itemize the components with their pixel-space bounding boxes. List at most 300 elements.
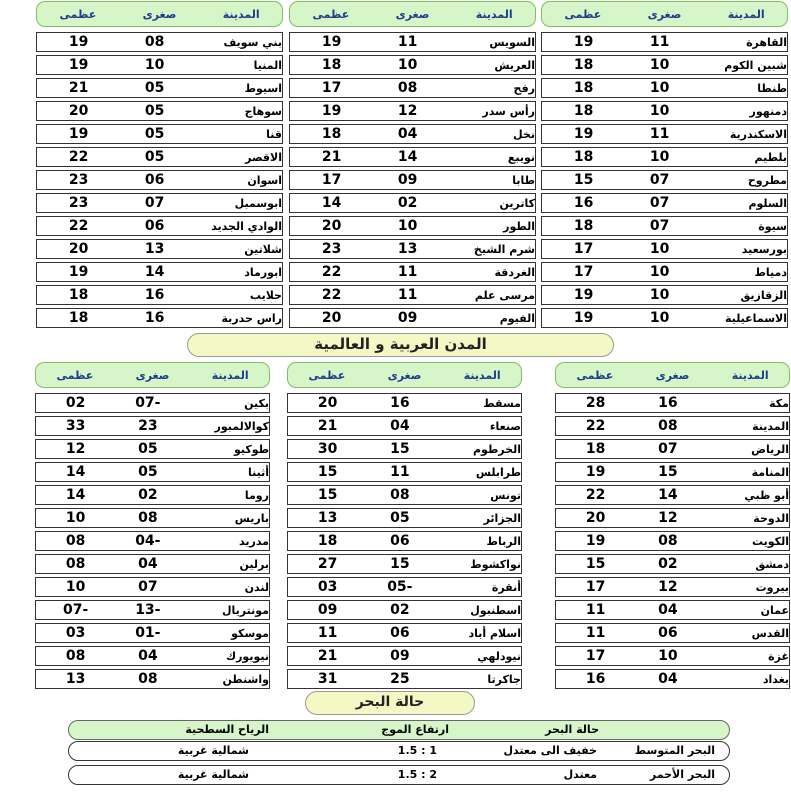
sea-name: البحر المتوسط xyxy=(634,744,715,757)
cell-min: 11 xyxy=(397,264,418,280)
cell-city: كوالالمبور xyxy=(214,419,269,433)
cell-max: 13 xyxy=(317,510,338,526)
cell-city: المدينة xyxy=(752,419,789,433)
table-row xyxy=(289,285,536,305)
cell-city: دمياط xyxy=(754,265,787,279)
cell-max: 10 xyxy=(65,510,86,526)
table-row xyxy=(289,170,536,190)
cell-min: 07 xyxy=(144,195,165,211)
cell-city: مرسى علم xyxy=(474,288,535,302)
table-row xyxy=(287,416,522,436)
cell-city: راس حدربة xyxy=(221,311,282,325)
cell-min: 08 xyxy=(658,418,678,434)
cell-max: 19 xyxy=(573,34,594,50)
cell-city: نخل xyxy=(513,127,535,141)
cell-max: 18 xyxy=(573,218,594,234)
cell-min: 09 xyxy=(397,310,418,326)
cell-max: 08 xyxy=(65,533,86,549)
table-row xyxy=(289,101,536,121)
cell-city: الرباط xyxy=(486,534,521,548)
cell-max: 23 xyxy=(321,241,342,257)
table-row xyxy=(36,55,283,75)
table-row xyxy=(541,308,788,328)
cell-min: 10 xyxy=(649,149,670,165)
cell-max: 18 xyxy=(573,103,594,119)
cell-min: 11 xyxy=(390,464,410,480)
table-row xyxy=(555,416,790,436)
table-row xyxy=(287,393,522,413)
cell-city: القدس xyxy=(751,626,789,640)
cell-min: 14 xyxy=(144,264,165,280)
cell-min: 23 xyxy=(138,418,158,434)
cell-city: اسيوط xyxy=(244,81,282,95)
table-header xyxy=(555,362,790,388)
cell-max: 03 xyxy=(317,579,338,595)
cell-min: 05 xyxy=(144,103,165,119)
table-row xyxy=(289,55,536,75)
cell-min: 10 xyxy=(397,218,418,234)
cell-city: رفح xyxy=(513,81,535,95)
cell-city: بيروت xyxy=(755,580,789,594)
table-row xyxy=(287,554,522,574)
cell-min: 16 xyxy=(658,395,678,411)
cell-city: صنعاء xyxy=(489,419,521,433)
cell-min: 07 xyxy=(649,218,670,234)
header-max: عظمى xyxy=(56,368,94,382)
cell-city: طوكيو xyxy=(233,442,269,456)
table-header xyxy=(289,1,536,27)
table-row xyxy=(555,393,790,413)
header-max: عظمى xyxy=(312,7,350,21)
cell-city: السلوم xyxy=(748,196,787,210)
table-row xyxy=(555,485,790,505)
cell-max: 18 xyxy=(317,533,338,549)
world-panel xyxy=(35,362,270,689)
cell-city: اسطنبول xyxy=(470,603,521,617)
table-row xyxy=(555,508,790,528)
cell-max: 31 xyxy=(317,671,338,687)
cell-city: طرابلس xyxy=(475,465,521,479)
cell-max: 22 xyxy=(321,287,342,303)
cell-city: العريش xyxy=(494,58,535,72)
cell-city: الوادي الجديد xyxy=(211,219,282,233)
table-row xyxy=(541,32,788,52)
cell-max: 10 xyxy=(65,579,86,595)
table-row xyxy=(287,600,522,620)
cell-min: 11 xyxy=(649,34,670,50)
cell-city: السويس xyxy=(489,35,535,49)
table-row xyxy=(541,239,788,259)
cell-min: 11 xyxy=(397,287,418,303)
header-city: المدينة xyxy=(211,368,249,382)
cell-max: 11 xyxy=(585,602,606,618)
cell-city: المنيا xyxy=(253,58,282,72)
cell-max: 13 xyxy=(65,671,86,687)
cell-min: 25 xyxy=(390,671,410,687)
cell-max: 18 xyxy=(321,126,342,142)
cell-max: 14 xyxy=(65,464,86,480)
cell-min: 16 xyxy=(144,310,165,326)
cell-max: 20 xyxy=(585,510,606,526)
cell-min: 10 xyxy=(649,264,670,280)
cell-max: 17 xyxy=(321,80,342,96)
cell-max: 21 xyxy=(321,149,342,165)
cell-max: 03 xyxy=(65,625,86,641)
table-row xyxy=(289,239,536,259)
table-row xyxy=(35,646,270,666)
cell-min: 10 xyxy=(649,80,670,96)
sea-state: معتدل xyxy=(563,768,597,781)
header-min: صغرى xyxy=(395,7,430,21)
header-max: عظمى xyxy=(564,7,602,21)
cell-city: طابا xyxy=(512,173,535,187)
cell-max: 17 xyxy=(321,172,342,188)
cell-max: 19 xyxy=(68,126,89,142)
cell-max: 16 xyxy=(585,671,606,687)
cell-max: 19 xyxy=(68,264,89,280)
table-row xyxy=(555,439,790,459)
cell-min: 13- xyxy=(135,602,161,618)
table-row xyxy=(289,124,536,144)
cell-city: مدريد xyxy=(239,534,269,548)
table-row xyxy=(287,508,522,528)
cell-min: 04 xyxy=(138,556,158,572)
table-row xyxy=(555,646,790,666)
table-row xyxy=(287,531,522,551)
cell-min: 06 xyxy=(390,625,410,641)
cell-min: 02 xyxy=(138,487,158,503)
table-row xyxy=(541,101,788,121)
cell-city: عمان xyxy=(760,603,789,617)
cell-max: 15 xyxy=(585,556,606,572)
cell-max: 12 xyxy=(65,441,86,457)
cell-min: 05 xyxy=(144,149,165,165)
cell-max: 20 xyxy=(321,310,342,326)
table-row xyxy=(541,124,788,144)
egypt-panel xyxy=(289,1,536,328)
cell-max: 22 xyxy=(585,418,606,434)
world-panel xyxy=(287,362,522,689)
table-row xyxy=(541,262,788,282)
cell-city: جاكرتا xyxy=(487,672,521,686)
table-row xyxy=(289,78,536,98)
cell-min: 06 xyxy=(390,533,410,549)
table-row xyxy=(555,623,790,643)
cell-min: 12 xyxy=(658,579,678,595)
sea-wind: شمالية غربية xyxy=(177,768,249,781)
table-row xyxy=(289,308,536,328)
table-row xyxy=(287,669,522,689)
cell-max: 18 xyxy=(585,441,606,457)
sea-row xyxy=(68,765,730,785)
cell-max: 08 xyxy=(65,648,86,664)
cell-city: شلاتين xyxy=(244,242,282,256)
table-row xyxy=(289,147,536,167)
header-max: عظمى xyxy=(576,368,614,382)
table-row xyxy=(541,147,788,167)
table-row xyxy=(36,308,283,328)
sea-name: البحر الأحمر xyxy=(649,768,715,781)
cell-min: 02 xyxy=(390,602,410,618)
header-max: عظمى xyxy=(59,7,97,21)
cell-max: 18 xyxy=(573,149,594,165)
cell-max: 02 xyxy=(65,395,86,411)
cell-max: 19 xyxy=(573,126,594,142)
cell-city: القاهرة xyxy=(746,35,787,49)
cell-max: 18 xyxy=(573,57,594,73)
cell-city: الكويت xyxy=(752,534,789,548)
cell-min: 04 xyxy=(138,648,158,664)
table-row xyxy=(36,124,283,144)
cell-city: المنامة xyxy=(751,465,789,479)
table-row xyxy=(287,462,522,482)
table-row xyxy=(541,285,788,305)
cell-min: 02 xyxy=(658,556,678,572)
cell-city: الطور xyxy=(503,219,535,233)
cell-min: 16 xyxy=(390,395,410,411)
table-row xyxy=(35,600,270,620)
table-row xyxy=(541,55,788,75)
cell-min: 13 xyxy=(144,241,165,257)
cell-min: 09 xyxy=(390,648,410,664)
cell-max: 18 xyxy=(68,310,89,326)
cell-city: نويبع xyxy=(507,150,535,164)
cell-max: 23 xyxy=(68,195,89,211)
cell-city: بلطيم xyxy=(754,150,787,164)
table-row xyxy=(35,623,270,643)
cell-min: 06 xyxy=(144,218,165,234)
cell-max: 08 xyxy=(65,556,86,572)
cell-min: 14 xyxy=(658,487,678,503)
sea-wind: شمالية غربية xyxy=(177,744,249,757)
cell-city: نيودلهي xyxy=(477,649,521,663)
cell-max: 22 xyxy=(68,218,89,234)
cell-city: رأس سدر xyxy=(482,104,535,118)
table-row xyxy=(289,262,536,282)
cell-max: 14 xyxy=(321,195,342,211)
cell-min: 10 xyxy=(144,57,165,73)
cell-max: 33 xyxy=(65,418,86,434)
cell-min: 08 xyxy=(658,533,678,549)
sea-header-wind: الرياح السطحية xyxy=(185,723,269,736)
cell-max: 21 xyxy=(68,80,89,96)
cell-max: 20 xyxy=(321,218,342,234)
table-row xyxy=(36,32,283,52)
cell-max: 11 xyxy=(317,625,338,641)
cell-city: حلايب xyxy=(249,288,282,302)
cell-min: 04- xyxy=(135,533,161,549)
cell-city: بورسعيد xyxy=(741,242,787,256)
cell-max: 20 xyxy=(68,103,89,119)
cell-max: 19 xyxy=(573,287,594,303)
cell-min: 05- xyxy=(387,579,413,595)
cell-max: 19 xyxy=(573,310,594,326)
cell-max: 07- xyxy=(62,602,89,618)
sea-header-state: حالة البحر xyxy=(545,723,599,736)
cell-min: 05 xyxy=(390,510,410,526)
header-city: المدينة xyxy=(727,7,765,21)
cell-max: 09 xyxy=(317,602,338,618)
cell-min: 04 xyxy=(390,418,410,434)
cell-min: 11 xyxy=(649,126,670,142)
cell-min: 16 xyxy=(144,287,165,303)
cell-max: 22 xyxy=(585,487,606,503)
table-row xyxy=(555,669,790,689)
header-min: صغرى xyxy=(387,368,422,382)
cell-max: 19 xyxy=(585,533,606,549)
header-min: صغرى xyxy=(647,7,682,21)
cell-city: أنقرة xyxy=(491,580,521,594)
cell-min: 13 xyxy=(397,241,418,257)
cell-min: 12 xyxy=(397,103,418,119)
cell-min: 10 xyxy=(397,57,418,73)
cell-city: سيوة xyxy=(758,219,787,233)
sea-state: خفيف الى معتدل xyxy=(503,744,597,757)
cell-city: شبين الكوم xyxy=(724,58,787,72)
cell-min: 08 xyxy=(138,510,158,526)
cell-max: 15 xyxy=(317,464,338,480)
cell-max: 19 xyxy=(68,57,89,73)
cell-max: 19 xyxy=(68,34,89,50)
cell-city: مونتريال xyxy=(222,603,269,617)
cell-min: 10 xyxy=(658,648,678,664)
cell-min: 10 xyxy=(649,241,670,257)
cell-city: كاترين xyxy=(499,196,535,210)
cell-max: 21 xyxy=(317,648,338,664)
header-city: المدينة xyxy=(463,368,501,382)
egypt-panel xyxy=(541,1,788,328)
cell-min: 11 xyxy=(397,34,418,50)
cell-city: الدوحة xyxy=(753,511,789,525)
table-row xyxy=(555,600,790,620)
cell-city: طنطا xyxy=(757,81,787,95)
cell-max: 22 xyxy=(68,149,89,165)
table-row xyxy=(35,462,270,482)
cell-max: 11 xyxy=(585,625,606,641)
cell-min: 08 xyxy=(397,80,418,96)
cell-min: 07 xyxy=(138,579,158,595)
cell-city: الخرطوم xyxy=(472,442,521,456)
cell-city: سوهاج xyxy=(244,104,282,118)
cell-min: 05 xyxy=(138,441,158,457)
cell-max: 17 xyxy=(573,264,594,280)
cell-city: مطروح xyxy=(747,173,787,187)
cell-min: 08 xyxy=(138,671,158,687)
cell-city: الرياض xyxy=(751,442,789,456)
cell-city: مكة xyxy=(769,396,789,410)
cell-city: نيويورك xyxy=(226,649,269,663)
header-city: المدينة xyxy=(731,368,769,382)
cell-city: نواكشوط xyxy=(470,557,521,571)
table-row xyxy=(555,554,790,574)
cell-city: اسوان xyxy=(247,173,282,187)
cell-city: غزة xyxy=(768,649,789,663)
cell-city: روما xyxy=(244,488,269,502)
cell-min: 10 xyxy=(649,287,670,303)
egypt-panel xyxy=(36,1,283,328)
header-min: صغرى xyxy=(142,7,177,21)
cell-city: ابورماد xyxy=(244,265,282,279)
cell-city: موسكو xyxy=(231,626,269,640)
table-row xyxy=(36,216,283,236)
cell-min: 10 xyxy=(649,103,670,119)
table-row xyxy=(541,216,788,236)
table-row xyxy=(289,32,536,52)
cell-min: 08 xyxy=(144,34,165,50)
cell-city: أبو ظبي xyxy=(744,488,789,502)
cell-city: ابوسمبل xyxy=(234,196,282,210)
header-city: المدينة xyxy=(222,7,260,21)
table-row xyxy=(555,531,790,551)
header-city: المدينة xyxy=(475,7,513,21)
cell-city: بني سويف xyxy=(223,35,282,49)
cell-min: 10 xyxy=(649,310,670,326)
table-row xyxy=(289,216,536,236)
cell-min: 06 xyxy=(144,172,165,188)
table-row xyxy=(287,577,522,597)
cell-max: 28 xyxy=(585,395,606,411)
table-row xyxy=(36,170,283,190)
sea-state-header xyxy=(68,720,730,740)
table-header xyxy=(287,362,522,388)
cell-max: 27 xyxy=(317,556,338,572)
table-header xyxy=(541,1,788,27)
cell-max: 22 xyxy=(321,264,342,280)
table-row xyxy=(35,485,270,505)
cell-max: 18 xyxy=(321,57,342,73)
table-row xyxy=(287,646,522,666)
cell-city: الاقصر xyxy=(245,150,282,164)
table-row xyxy=(35,508,270,528)
sea-row xyxy=(68,741,730,761)
header-min: صغرى xyxy=(135,368,170,382)
cell-max: 17 xyxy=(573,241,594,257)
cell-min: 09 xyxy=(397,172,418,188)
cell-min: 15 xyxy=(658,464,678,480)
cell-min: 07 xyxy=(649,172,670,188)
cell-city: مسقط xyxy=(483,396,521,410)
table-row xyxy=(35,416,270,436)
cell-min: 04 xyxy=(658,671,678,687)
table-row xyxy=(36,285,283,305)
table-row xyxy=(287,439,522,459)
cell-min: 07 xyxy=(649,195,670,211)
cell-city: الزقازيق xyxy=(740,288,787,302)
header-min: صغرى xyxy=(655,368,690,382)
world-panel xyxy=(555,362,790,689)
table-row xyxy=(35,577,270,597)
cell-min: 14 xyxy=(397,149,418,165)
cell-city: دمنهور xyxy=(749,104,787,118)
table-row xyxy=(287,623,522,643)
sea-wave: 1.5 : 2 xyxy=(397,768,437,781)
cell-min: 07- xyxy=(135,395,161,411)
cell-max: 20 xyxy=(317,395,338,411)
cell-city: بغداد xyxy=(762,672,789,686)
cell-city: الجزائر xyxy=(483,511,521,525)
cell-city: قنا xyxy=(266,127,282,141)
table-row xyxy=(35,439,270,459)
cell-city: الاسكندرية xyxy=(729,127,787,141)
cell-city: دمشق xyxy=(755,557,789,571)
cell-min: 05 xyxy=(144,80,165,96)
table-row xyxy=(35,393,270,413)
cell-city: شرم الشيخ xyxy=(473,242,535,256)
cell-min: 08 xyxy=(390,487,410,503)
table-row xyxy=(36,239,283,259)
cell-max: 16 xyxy=(573,195,594,211)
table-row xyxy=(35,669,270,689)
